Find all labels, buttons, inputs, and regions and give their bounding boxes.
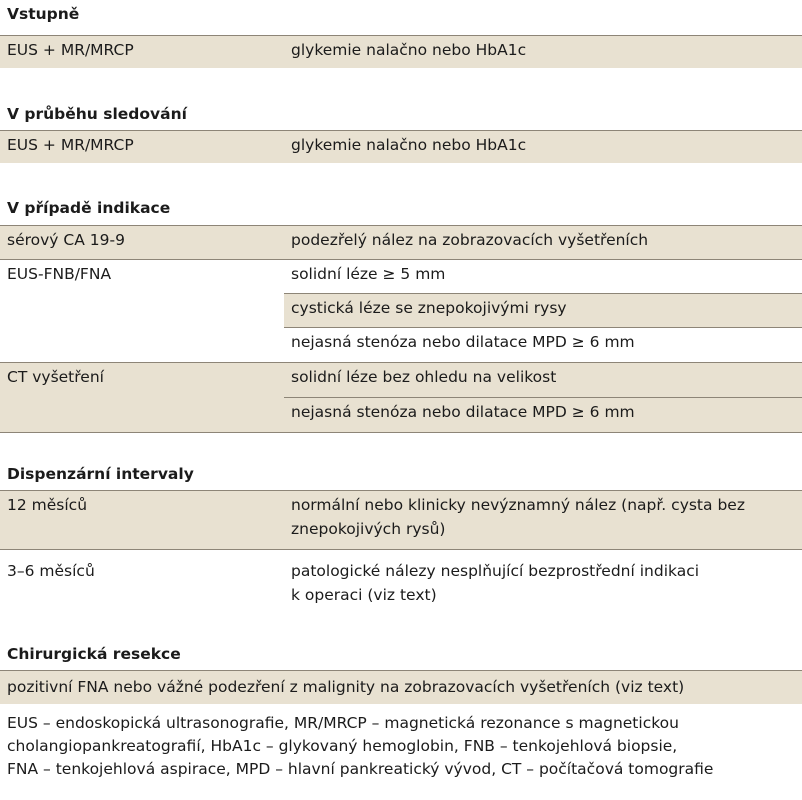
- row-label: 3–6 měsíců: [7, 562, 95, 580]
- row-value: glykemie nalačno nebo HbA1c: [291, 41, 527, 59]
- row-label: 12 měsíců: [7, 496, 88, 514]
- table-row: [0, 226, 802, 259]
- rule: [284, 397, 802, 398]
- row-value: solidní léze ≥ 5 mm: [291, 265, 446, 283]
- section-title-entry: Vstupně: [0, 0, 802, 28]
- table-row: [0, 328, 802, 362]
- footnote-line: EUS – endoskopická ultrasonografie, MR/MRCP – magnetická rezonance s magnetickou: [7, 714, 679, 732]
- row-value: nejasná stenóza nebo dilatace MPD ≥ 6 mm: [291, 403, 635, 421]
- row-value: nejasná stenóza nebo dilatace MPD ≥ 6 mm: [291, 333, 635, 351]
- row-value: pozitivní FNA nebo vážné podezření z malignity na zobrazovacích vyšetřeních (viz text): [7, 678, 685, 696]
- rule: [0, 432, 802, 433]
- row-value: glykemie nalačno nebo HbA1c: [291, 136, 527, 154]
- row-value: k operaci (viz text): [291, 586, 437, 604]
- row-label: EUS + MR/MRCP: [7, 136, 134, 154]
- section-title-followup: V průběhu sledování: [0, 100, 802, 128]
- row-value: patologické nálezy nesplňující bezprostřední indikaci: [291, 562, 700, 580]
- section-title-indication: V případě indikace: [0, 194, 802, 222]
- table-row: [284, 294, 802, 327]
- table-row: [0, 36, 802, 68]
- table-row: [0, 491, 802, 549]
- section-title-surgery: Chirurgická resekce: [0, 640, 802, 668]
- table-row: [0, 671, 802, 704]
- footnote: [7, 712, 799, 781]
- table-row: [0, 550, 802, 610]
- row-value: solidní léze bez ohledu na velikost: [291, 368, 557, 386]
- row-value: normální nebo klinicky nevýznamný nález (např. cysta bez: [291, 496, 745, 514]
- row-value: znepokojivých rysů): [291, 520, 446, 538]
- footnote-line: FNA – tenkojehlová aspirace, MPD – hlavní pankreatický vývod, CT – počítačová tomografie: [7, 760, 714, 778]
- table-row: [0, 260, 802, 293]
- row-label: sérový CA 19-9: [7, 231, 125, 249]
- section-title-intervals: Dispenzární intervaly: [0, 460, 802, 488]
- row-value: cystická léze se znepokojivými rysy: [291, 299, 567, 317]
- row-value: podezřelý nález na zobrazovacích vyšetřeních: [291, 231, 649, 249]
- table-row: [0, 131, 802, 163]
- row-label: CT vyšetření: [7, 368, 104, 386]
- row-label: EUS + MR/MRCP: [7, 41, 134, 59]
- footnote-line: cholangiopankreatografií, HbA1c – glykovaný hemoglobin, FNB – tenkojehlová biopsie,: [7, 737, 678, 755]
- row-label: EUS-FNB/FNA: [7, 265, 112, 283]
